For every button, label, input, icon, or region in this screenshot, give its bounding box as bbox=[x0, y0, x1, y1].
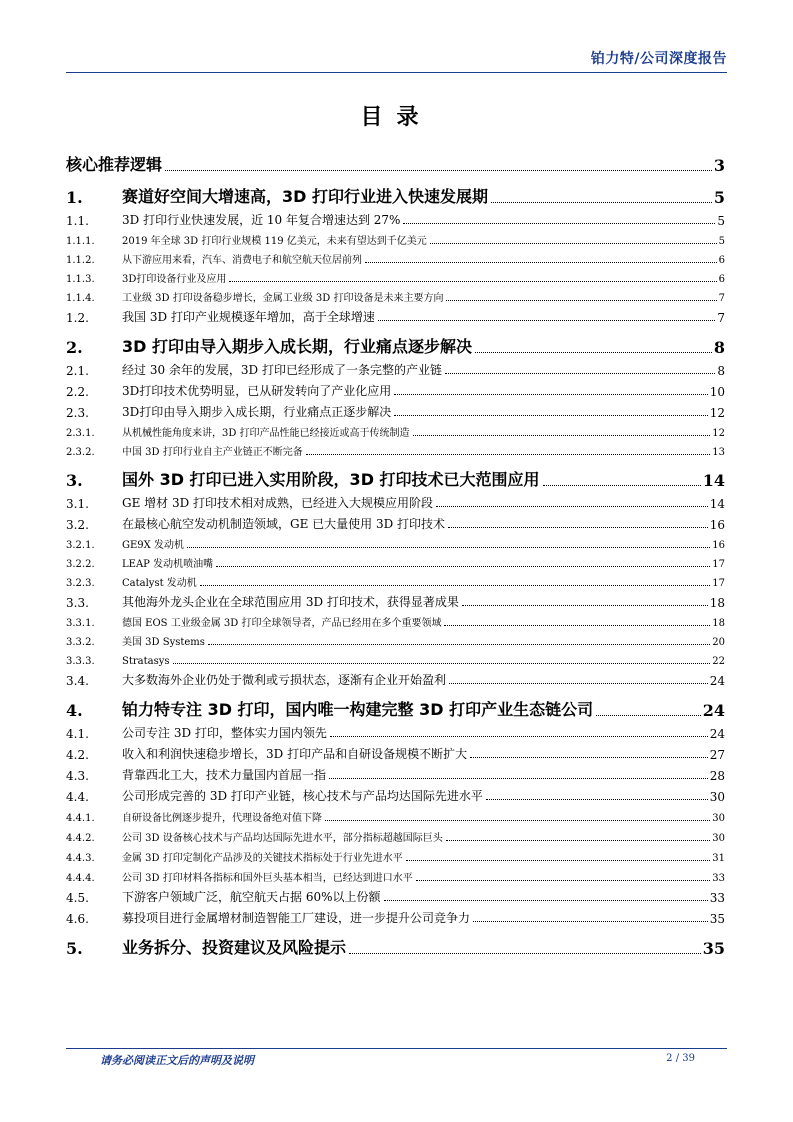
toc-section-3-1[interactable] bbox=[66, 490, 725, 511]
toc-entry-page: 5 bbox=[713, 188, 725, 207]
toc-entry-title: GE 增材 3D 打印技术相对成熟，已经进入大规模应用阶段 bbox=[122, 496, 434, 510]
toc-entry-title: 自研设备比例逐步提升，代理设备绝对值下降 bbox=[122, 813, 322, 824]
toc-entry-page: 14 bbox=[709, 497, 725, 511]
dot-leader bbox=[173, 663, 711, 664]
toc-entry-number: 3.2. bbox=[66, 518, 89, 532]
toc-section-3-4[interactable] bbox=[66, 667, 725, 688]
toc-chapter-1[interactable] bbox=[66, 175, 725, 207]
toc-section-4-3[interactable] bbox=[66, 762, 725, 783]
toc-section-3-2-1[interactable] bbox=[66, 532, 725, 551]
toc-section-1-2[interactable] bbox=[66, 304, 725, 325]
toc-entry-title: 3D打印设备行业及应用 bbox=[122, 274, 227, 285]
toc-section-2-3-2[interactable] bbox=[66, 439, 725, 458]
dot-leader bbox=[165, 170, 712, 171]
dot-leader bbox=[394, 394, 707, 395]
toc-entry-number: 2.3.1. bbox=[66, 428, 95, 439]
toc-section-2-1[interactable] bbox=[66, 357, 725, 378]
toc-entry-page: 27 bbox=[709, 748, 725, 762]
toc-entry-page: 13 bbox=[712, 447, 725, 458]
dot-leader bbox=[403, 223, 715, 224]
toc-section-3-2-2[interactable] bbox=[66, 551, 725, 570]
toc-entry-number: 1.1.2. bbox=[66, 255, 95, 266]
toc-entry-page: 8 bbox=[717, 364, 725, 378]
toc-entry-number: 3.3.2. bbox=[66, 637, 95, 648]
toc-entry-number: 2.3.2. bbox=[66, 447, 95, 458]
toc-entry-title: 工业级 3D 打印设备稳步增长，金属工业级 3D 打印设备是未来主要方向 bbox=[122, 293, 444, 304]
toc-entry-number: 2. bbox=[66, 338, 83, 357]
toc-section-1-1[interactable] bbox=[66, 207, 725, 228]
toc-section-2-3[interactable] bbox=[66, 399, 725, 420]
toc-entry-page: 28 bbox=[709, 769, 725, 783]
toc-entry-number: 4.4. bbox=[66, 790, 89, 804]
toc-entry-number: 3.4. bbox=[66, 674, 89, 688]
toc-section-4-6[interactable] bbox=[66, 905, 725, 926]
toc-entry-page: 18 bbox=[709, 596, 725, 610]
dot-leader bbox=[486, 799, 708, 800]
toc-section-4-4-3[interactable] bbox=[66, 844, 725, 864]
toc-section-3-3-2[interactable] bbox=[66, 629, 725, 648]
dot-leader bbox=[446, 300, 716, 301]
toc-entry-number: 3.3.1. bbox=[66, 618, 95, 629]
toc-entry-page: 5 bbox=[717, 214, 725, 228]
toc-entry-title: GE9X 发动机 bbox=[122, 540, 184, 551]
toc-entry-page: 35 bbox=[702, 939, 725, 958]
toc-entry-page: 20 bbox=[712, 637, 725, 648]
dot-leader bbox=[378, 320, 715, 321]
toc-entry-title: 德国 EOS 工业级金属 3D 打印全球领导者，产品已经用在多个重要领域 bbox=[122, 618, 442, 629]
toc-entry-page: 16 bbox=[712, 540, 725, 551]
dot-leader bbox=[436, 506, 708, 507]
toc-entry-page: 6 bbox=[718, 255, 725, 266]
toc-section-1-1-3[interactable] bbox=[66, 266, 725, 285]
toc-entry-number: 4.2. bbox=[66, 748, 89, 762]
toc-entry-number: 1.1.3. bbox=[66, 274, 95, 285]
toc-section-3-3[interactable] bbox=[66, 589, 725, 610]
toc-entry-page: 7 bbox=[717, 311, 725, 325]
toc-entry-title: 公司 3D 设备核心技术与产品均达国际先进水平，部分指标超越国际巨头 bbox=[122, 833, 443, 844]
toc-entry-page: 22 bbox=[712, 656, 725, 667]
toc-entry-page: 33 bbox=[709, 891, 725, 905]
toc-chapter-4[interactable] bbox=[66, 688, 725, 720]
toc-entry-page: 35 bbox=[709, 912, 725, 926]
toc-section-4-4[interactable] bbox=[66, 783, 725, 804]
dot-leader bbox=[330, 736, 708, 737]
toc-section-4-2[interactable] bbox=[66, 741, 725, 762]
toc-entry-page: 30 bbox=[709, 790, 725, 804]
toc-entry-title: 下游客户领域广泛，航空航天占据 60%以上份额 bbox=[122, 890, 381, 904]
toc-entry-title: 中国 3D 打印行业自主产业链正不断完备 bbox=[122, 447, 303, 458]
toc-entry-title: 2019 年全球 3D 打印行业规模 119 亿美元，未来有望达到千亿美元 bbox=[122, 236, 427, 247]
toc-section-4-1[interactable] bbox=[66, 720, 725, 741]
toc-entry-page: 10 bbox=[709, 385, 725, 399]
toc-entry-number: 4.3. bbox=[66, 769, 89, 783]
toc-entry-number: 5. bbox=[66, 939, 83, 958]
toc-entry-title: 从机械性能角度来讲，3D 打印产品性能已经接近或高于传统制造 bbox=[122, 428, 410, 439]
toc-entry-title: 公司 3D 打印材料各指标和国外巨头基本相当，已经达到进口水平 bbox=[122, 873, 413, 884]
toc-entry-page: 30 bbox=[712, 813, 725, 824]
dot-leader bbox=[200, 585, 710, 586]
toc-entry-title: 铂力特专注 3D 打印，国内唯一构建完整 3D 打印产业生态链公司 bbox=[122, 700, 594, 719]
toc-section-4-5[interactable] bbox=[66, 884, 725, 905]
dot-leader bbox=[446, 840, 711, 841]
toc-entry-core-logic[interactable] bbox=[66, 143, 725, 175]
toc-entry-page: 14 bbox=[702, 471, 725, 490]
toc-entry-number: 1.1. bbox=[66, 214, 89, 228]
toc-section-4-4-2[interactable] bbox=[66, 824, 725, 844]
dot-leader bbox=[473, 921, 708, 922]
dot-leader bbox=[445, 373, 715, 374]
dot-leader bbox=[475, 352, 712, 353]
toc-entry-title: 赛道好空间大增速高，3D 打印行业进入快速发展期 bbox=[122, 187, 488, 206]
toc-entry-title: 美国 3D Systems bbox=[122, 637, 205, 648]
toc-entry-page: 24 bbox=[709, 727, 725, 741]
toc-entry-page: 24 bbox=[702, 701, 725, 720]
toc-entry-page: 8 bbox=[713, 338, 725, 357]
toc-section-3-2[interactable] bbox=[66, 511, 725, 532]
toc-entry-title: 3D 打印由导入期步入成长期，行业痛点逐步解决 bbox=[122, 337, 472, 356]
toc-entry-title: LEAP 发动机喷油嘴 bbox=[122, 559, 214, 570]
dot-leader bbox=[462, 605, 708, 606]
dot-leader bbox=[470, 757, 708, 758]
dot-leader bbox=[325, 820, 710, 821]
toc-entry-title: 我国 3D 打印产业规模逐年增加，高于全球增速 bbox=[122, 310, 375, 324]
toc-entry-page: 12 bbox=[712, 428, 725, 439]
toc-entry-title: 公司专注 3D 打印，整体实力国内领先 bbox=[122, 726, 327, 740]
toc-heading: 目录 bbox=[360, 104, 433, 130]
toc-section-2-3-1[interactable] bbox=[66, 420, 725, 439]
toc-entry-number: 2.2. bbox=[66, 385, 89, 399]
toc-section-3-3-3[interactable] bbox=[66, 648, 725, 667]
toc-entry-number: 4.4.2. bbox=[66, 833, 95, 844]
toc-entry-title: 经过 30 余年的发展，3D 打印已经形成了一条完整的产业链 bbox=[122, 363, 442, 377]
toc-chapter-5[interactable] bbox=[66, 926, 725, 958]
toc-entry-page: 33 bbox=[712, 873, 725, 884]
toc-entry-title: 公司形成完善的 3D 打印产业链，核心技术与产品均达国际先进水平 bbox=[122, 789, 483, 803]
dot-leader bbox=[229, 281, 716, 282]
toc-entry-title: 核心推荐逻辑 bbox=[66, 155, 163, 174]
toc-entry-number: 4. bbox=[66, 701, 83, 720]
disclaimer-note: 请务必阅读正文后的声明及说明 bbox=[100, 1054, 254, 1067]
toc-section-3-3-1[interactable] bbox=[66, 610, 725, 629]
dot-leader bbox=[349, 953, 701, 954]
toc-entry-title: 大多数海外企业仍处于微利或亏损状态，逐渐有企业开始盈利 bbox=[122, 673, 447, 687]
toc-entry-number: 2.1. bbox=[66, 364, 89, 378]
toc-entry-title: 收入和利润快速稳步增长，3D 打印产品和自研设备规模不断扩大 bbox=[122, 747, 468, 761]
toc-entry-title: 金属 3D 打印定制化产品涉及的关键技术指标处于行业先进水平 bbox=[122, 853, 403, 864]
toc-chapter-2[interactable] bbox=[66, 325, 725, 357]
toc-chapter-3[interactable] bbox=[66, 458, 725, 490]
dot-leader bbox=[596, 715, 701, 716]
toc-entry-number: 3.3. bbox=[66, 596, 89, 610]
toc-entry-number: 4.4.1. bbox=[66, 813, 95, 824]
toc-entry-title: 募投项目进行金属增材制造智能工厂建设，进一步提升公司竞争力 bbox=[122, 911, 471, 925]
dot-leader bbox=[394, 415, 707, 416]
dot-leader bbox=[416, 880, 711, 881]
toc-entry-number: 3.2.1. bbox=[66, 540, 95, 551]
toc-entry-title: 国外 3D 打印已进入实用阶段，3D 打印技术已大范围应用 bbox=[122, 470, 540, 489]
toc-entry-page: 16 bbox=[709, 518, 725, 532]
toc-section-4-4-4[interactable] bbox=[66, 864, 725, 884]
page-number: 2 / 39 bbox=[666, 1053, 695, 1064]
toc-entry-title: Stratasys bbox=[122, 656, 170, 667]
toc-entry-page: 24 bbox=[709, 674, 725, 688]
dot-leader bbox=[365, 262, 717, 263]
dot-leader bbox=[384, 900, 708, 901]
toc-entry-title: 在最核心航空发动机制造领域，GE 已大量使用 3D 打印技术 bbox=[122, 517, 446, 531]
toc-entry-number: 4.6. bbox=[66, 912, 89, 926]
toc-entry-title: 3D打印由导入期步入成长期，行业痛点正逐步解决 bbox=[122, 405, 392, 419]
toc-section-3-2-3[interactable] bbox=[66, 570, 725, 589]
toc-entry-number: 3.2.2. bbox=[66, 559, 95, 570]
toc-entry-title: 背靠西北工大，技术力量国内首屈一指 bbox=[122, 768, 327, 782]
toc-entry-number: 4.4.4. bbox=[66, 873, 95, 884]
toc-entry-number: 1. bbox=[66, 188, 83, 207]
dot-leader bbox=[406, 860, 711, 861]
toc-entry-page: 17 bbox=[712, 559, 725, 570]
dot-leader bbox=[208, 644, 710, 645]
toc-entry-page: 18 bbox=[712, 618, 725, 629]
toc-entry-page: 5 bbox=[718, 236, 725, 247]
report-header-title: 铂力特/公司深度报告 bbox=[590, 51, 727, 67]
toc-entry-number: 3.1. bbox=[66, 497, 89, 511]
toc-section-4-4-1[interactable] bbox=[66, 804, 725, 824]
toc-section-2-2[interactable] bbox=[66, 378, 725, 399]
toc-entry-title: 3D打印技术优势明显，已从研发转向了产业化应用 bbox=[122, 384, 392, 398]
toc-entry-number: 4.4.3. bbox=[66, 853, 95, 864]
toc-entry-number: 4.5. bbox=[66, 891, 89, 905]
toc-entry-number: 1.1.4. bbox=[66, 293, 95, 304]
toc-entry-page: 31 bbox=[712, 853, 725, 864]
header-divider bbox=[66, 72, 727, 73]
dot-leader bbox=[187, 547, 710, 548]
dot-leader bbox=[543, 485, 701, 486]
toc-entry-number: 4.1. bbox=[66, 727, 89, 741]
toc-entry-number: 2.3. bbox=[66, 406, 89, 420]
toc-entry-page: 12 bbox=[709, 406, 725, 420]
dot-leader bbox=[306, 454, 711, 455]
toc-entry-number: 1.2. bbox=[66, 311, 89, 325]
toc-entry-page: 30 bbox=[712, 833, 725, 844]
footer-divider bbox=[66, 1048, 727, 1049]
dot-leader bbox=[448, 527, 708, 528]
toc-entry-title: Catalyst 发动机 bbox=[122, 578, 197, 589]
dot-leader bbox=[413, 435, 711, 436]
toc-entry-title: 其他海外龙头企业在全球范围应用 3D 打印技术，获得显著成果 bbox=[122, 595, 459, 609]
toc-entry-title: 业务拆分、投资建议及风险提示 bbox=[122, 938, 347, 957]
toc-entry-page: 17 bbox=[712, 578, 725, 589]
toc-entry-number: 3.2.3. bbox=[66, 578, 95, 589]
dot-leader bbox=[430, 243, 717, 244]
toc-section-1-1-1[interactable] bbox=[66, 228, 725, 247]
dot-leader bbox=[449, 683, 708, 684]
toc-entry-title: 从下游应用来看，汽车、消费电子和航空航天位居前列 bbox=[122, 255, 362, 266]
toc-entry-number: 3.3.3. bbox=[66, 656, 95, 667]
dot-leader bbox=[444, 625, 710, 626]
toc-entry-number: 1.1.1. bbox=[66, 236, 95, 247]
dot-leader bbox=[216, 566, 710, 567]
dot-leader bbox=[329, 778, 708, 779]
toc-section-1-1-4[interactable] bbox=[66, 285, 725, 304]
toc-entry-page: 7 bbox=[718, 293, 725, 304]
toc-entry-page: 3 bbox=[713, 156, 725, 175]
toc-entry-page: 6 bbox=[718, 274, 725, 285]
toc-section-1-1-2[interactable] bbox=[66, 247, 725, 266]
toc-entry-number: 3. bbox=[66, 471, 83, 490]
table-of-contents bbox=[66, 143, 725, 958]
toc-entry-title: 3D 打印行业快速发展，近 10 年复合增速达到 27% bbox=[122, 213, 401, 227]
dot-leader bbox=[491, 202, 712, 203]
